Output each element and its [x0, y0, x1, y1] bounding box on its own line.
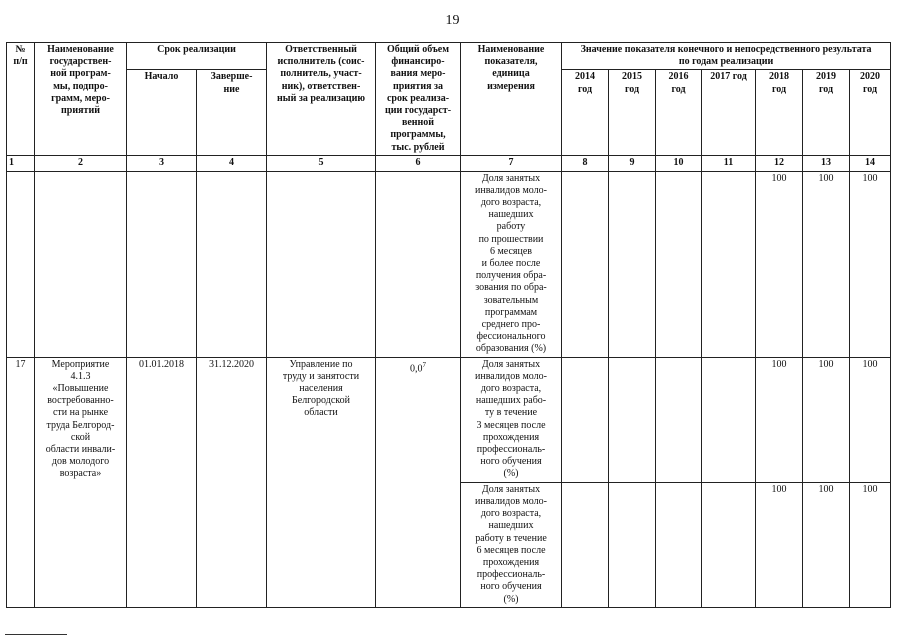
column-number: 13: [803, 156, 850, 171]
cell-start: [127, 171, 197, 357]
header-row-1: [7, 43, 891, 70]
cell-value: [656, 482, 702, 607]
header-name: Наименование государствен- ной програм- мы, подпро- грамм, меро- приятий: [35, 43, 127, 156]
funding-footnote: 7: [422, 360, 426, 369]
cell-value: [702, 171, 756, 357]
cell-funding: [376, 171, 461, 357]
cell-indicator: Доля занятых инвалидов моло- дого возраста, нашедших работу по прошествии 6 месяцев и более после получения обра- зования по обра- зовательным программам среднего про- фессионального образования (%): [461, 171, 562, 357]
program-table: [6, 42, 891, 608]
column-number: 3: [127, 156, 197, 171]
cell-name: Мероприятие 4.1.3 «Повышение востребованно- сти на рынке труда Белгород- ской области инвали- дов молодого возраста»: [35, 357, 127, 607]
header-year: 2016 год: [656, 70, 702, 156]
header-executor: Ответственный исполнитель (соис- полнитель, участ- ник), ответствен- ный за реализацию: [267, 43, 376, 156]
column-number: 7: [461, 156, 562, 171]
cell-value: 100: [850, 482, 891, 607]
cell-indicator: Доля занятых инвалидов моло- дого возраста, нашедших работу в течение 6 месяцев после прохождения профессиональ- ного обучения (%): [461, 482, 562, 607]
cell-value: 100: [803, 171, 850, 357]
cell-value: [562, 482, 609, 607]
cell-value: [702, 357, 756, 482]
cell-value: [562, 357, 609, 482]
header-year: 2018 год: [756, 70, 803, 156]
cell-value: 100: [756, 482, 803, 607]
header-year: 2019 год: [803, 70, 850, 156]
cell-end: [197, 171, 267, 357]
cell-value: [702, 482, 756, 607]
cell-value: 100: [756, 171, 803, 357]
column-number: 1: [7, 156, 35, 171]
cell-value: [609, 171, 656, 357]
table-row: [7, 357, 891, 482]
cell-value: 100: [850, 357, 891, 482]
column-number: 14: [850, 156, 891, 171]
column-number: 12: [756, 156, 803, 171]
funding-value: 0,0: [410, 362, 423, 374]
cell-value: [656, 171, 702, 357]
column-number: 8: [562, 156, 609, 171]
header-year: 2017 год: [702, 70, 756, 156]
cell-num: 17: [7, 357, 35, 607]
footnote-separator: [5, 634, 67, 635]
header-period: Срок реализации: [127, 43, 267, 70]
cell-start: 01.01.2018: [127, 357, 197, 607]
column-number: 4: [197, 156, 267, 171]
header-year: 2020 год: [850, 70, 891, 156]
cell-end: 31.12.2020: [197, 357, 267, 607]
column-number: 2: [35, 156, 127, 171]
column-number: 11: [702, 156, 756, 171]
page-number: 19: [445, 13, 460, 28]
cell-value: 100: [756, 357, 803, 482]
header-end: Заверше- ние: [197, 70, 267, 156]
column-number: 10: [656, 156, 702, 171]
cell-value: [609, 357, 656, 482]
table-row: [7, 171, 891, 357]
header-start: Начало: [127, 70, 197, 156]
column-number-row: [7, 156, 891, 171]
cell-value: 100: [803, 357, 850, 482]
cell-indicator: Доля занятых инвалидов моло- дого возраста, нашедших рабо- ту в течение 3 месяцев после прохождения профессиональ- ного обучения (%): [461, 357, 562, 482]
header-year: 2015 год: [609, 70, 656, 156]
column-number: 9: [609, 156, 656, 171]
cell-executor: [267, 171, 376, 357]
cell-value: 100: [803, 482, 850, 607]
column-number: 6: [376, 156, 461, 171]
cell-value: [656, 357, 702, 482]
column-number: 5: [267, 156, 376, 171]
cell-funding: [376, 357, 461, 607]
header-year: 2014 год: [562, 70, 609, 156]
cell-name: [35, 171, 127, 357]
header-values-title: Значение показателя конечного и непосредственного результата по годам реализации: [562, 43, 891, 70]
header-indicator: Наименование показателя, единица измерения: [461, 43, 562, 156]
cell-executor: Управление по труду и занятости населения Белгородской области: [267, 357, 376, 607]
cell-num: [7, 171, 35, 357]
header-funding: Общий объем финансиро- вания меро- приятия за срок реализа- ции государст- венной программы, тыс. рублей: [376, 43, 461, 156]
header-num: № п/п: [7, 43, 35, 156]
cell-value: [562, 171, 609, 357]
cell-value: 100: [850, 171, 891, 357]
cell-value: [609, 482, 656, 607]
